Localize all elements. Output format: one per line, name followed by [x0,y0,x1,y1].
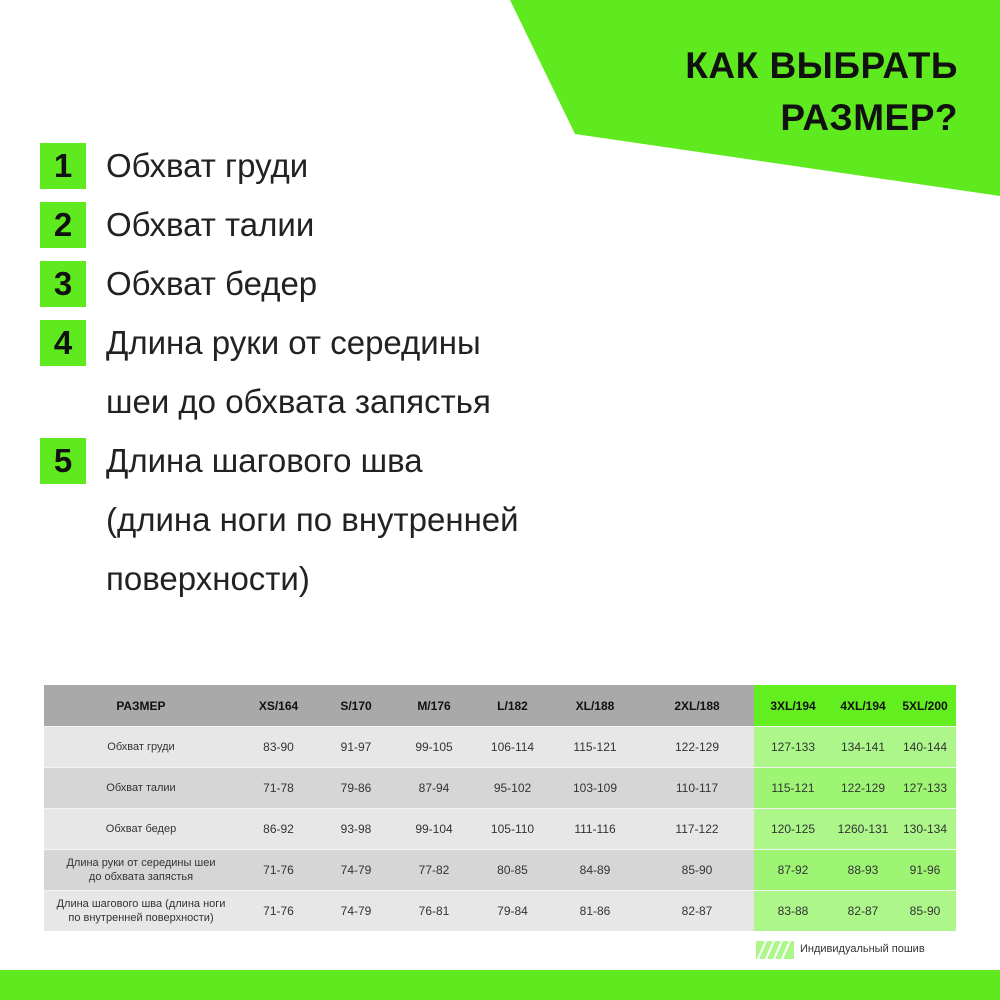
list-item [40,254,660,313]
table-row [44,850,956,891]
table-row [44,891,956,932]
table-cell: 99-104 [393,809,475,850]
header-cell: L/182 [475,685,550,727]
list-item-text: (длина ноги по внутренней [106,501,519,538]
table-cell: 79-86 [319,768,393,809]
table-cell: 99-105 [393,727,475,768]
table-cell: 127-133 [754,727,832,768]
header-cell: XL/188 [550,685,640,727]
table-cell: 93-98 [319,809,393,850]
table-cell: 103-109 [550,768,640,809]
table-cell: 122-129 [832,768,894,809]
header-cell: 4XL/194 [832,685,894,727]
table-cell: 111-116 [550,809,640,850]
table-cell: 1260-131 [832,809,894,850]
list-item-text: шеи до обхвата запястья [106,383,491,420]
row-label-line: Обхват бедер [105,823,177,835]
row-label [44,768,238,809]
header-cell: 3XL/194 [754,685,832,727]
table-cell: 130-134 [894,809,956,850]
table-cell: 82-87 [832,891,894,932]
list-item-text: поверхности) [106,560,310,597]
table-cell: 83-88 [754,891,832,932]
header-cell: M/176 [393,685,475,727]
table-cell: 87-94 [393,768,475,809]
table-cell: 106-114 [475,727,550,768]
list-item [40,431,660,608]
header-cell: РАЗМЕР [44,685,238,727]
table-row [44,809,956,850]
table-cell: 120-125 [754,809,832,850]
list-item [40,313,660,431]
table-cell: 95-102 [475,768,550,809]
table-cell: 74-79 [319,891,393,932]
table-cell: 127-133 [894,768,956,809]
table-cell: 71-76 [238,891,319,932]
number-badge: 5 [40,438,86,484]
row-label-line: Длина руки от середины шеи [66,857,216,869]
list-item-text: Обхват талии [106,206,315,243]
page-title [685,40,958,144]
table-cell: 76-81 [393,891,475,932]
header-cell: S/170 [319,685,393,727]
table-cell: 110-117 [640,768,754,809]
table-header-row [44,685,956,727]
list-item-text: Обхват бедер [106,265,318,302]
row-label [44,850,238,891]
table-cell: 84-89 [550,850,640,891]
list-item [40,195,660,254]
table-cell: 74-79 [319,850,393,891]
measurement-list [40,136,660,608]
legend-text: Индивидуальный пошив [800,943,925,955]
table-cell: 88-93 [832,850,894,891]
table-cell: 117-122 [640,809,754,850]
table-cell: 87-92 [754,850,832,891]
number-badge: 1 [40,143,86,189]
table-cell: 140-144 [894,727,956,768]
size-table [44,685,956,931]
header-cell: 2XL/188 [640,685,754,727]
title-line-2: РАЗМЕР? [780,97,958,138]
table-cell: 71-78 [238,768,319,809]
table-cell: 105-110 [475,809,550,850]
table-row [44,727,956,768]
table-cell: 82-87 [640,891,754,932]
table-cell: 80-85 [475,850,550,891]
table-cell: 91-97 [319,727,393,768]
row-label [44,809,238,850]
title-line-1: КАК ВЫБРАТЬ [685,45,958,86]
table-cell: 81-86 [550,891,640,932]
table-cell: 77-82 [393,850,475,891]
table-cell: 79-84 [475,891,550,932]
row-label-line: Обхват груди [107,741,175,753]
table-cell: 71-76 [238,850,319,891]
row-label-line: по внутренней поверхности) [68,912,214,924]
table-cell: 85-90 [640,850,754,891]
row-label [44,727,238,768]
table-cell: 115-121 [754,768,832,809]
table-cell: 83-90 [238,727,319,768]
table-cell: 122-129 [640,727,754,768]
table-cell: 134-141 [832,727,894,768]
row-label-line: до обхвата запястья [88,871,194,883]
row-label-line: Обхват талии [106,782,176,794]
row-label-line: Длина шагового шва (длина ноги [56,898,226,910]
list-item-text: Длина шагового шва [106,442,423,479]
bottom-green-band [0,970,1000,1000]
table-cell: 86-92 [238,809,319,850]
table-cell: 91-96 [894,850,956,891]
number-badge: 3 [40,261,86,307]
table-cell: 115-121 [550,727,640,768]
table-row [44,768,956,809]
list-item-text: Длина руки от середины [106,324,481,361]
striped-swatch-icon [756,941,794,959]
list-item [40,136,660,195]
table-cell: 85-90 [894,891,956,932]
list-item-text: Обхват груди [106,147,309,184]
number-badge: 4 [40,320,86,366]
number-badge: 2 [40,202,86,248]
header-cell: XS/164 [238,685,319,727]
row-label [44,891,238,932]
header-cell: 5XL/200 [894,685,956,727]
